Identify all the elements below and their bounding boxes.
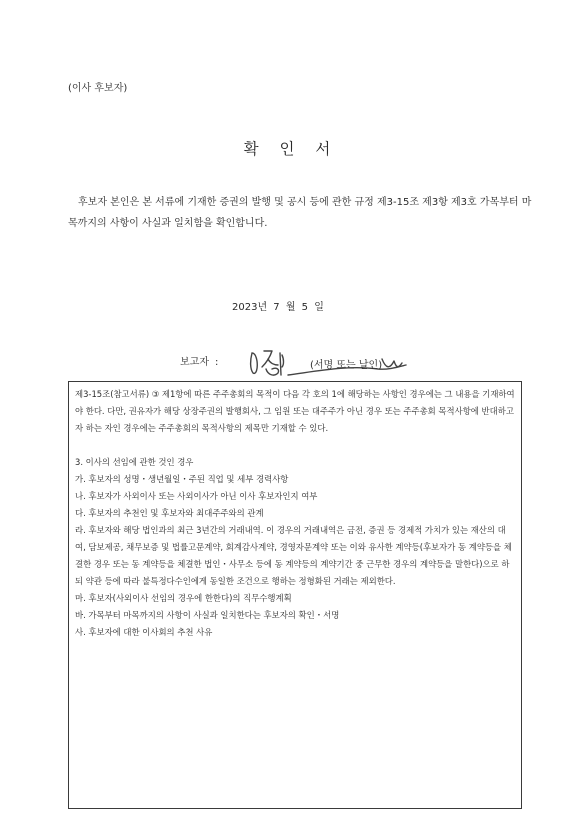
regulation-intro: 제3-15조(참고서류) ③ 제1항에 따른 주주총회의 목적이 다음 각 호의 1에 해당하는 사항인 경우에는 그 내용을 기재하여야 한다. 다만, 권유자가 해당 상장주권의 발행회사, 그 임원 또는 대주주가 아닌 경우 또는 주주총회 목적사항에 반대하고자 하는 자인 경우에는 주주총회의 목적사항의 제목만 기재할 수 있다. xyxy=(75,389,515,433)
list-item: 마. 후보자(사외이사 선임의 경우에 한한다)의 직무수행계획 xyxy=(75,593,292,603)
signer-colon: : xyxy=(214,357,219,368)
list-item: 사. 후보자에 대한 이사회의 추천 사유 xyxy=(75,627,213,637)
signer-line xyxy=(180,353,218,368)
document-title: 확 인 서 xyxy=(243,140,339,158)
list-item: 나. 후보자가 사외이사 또는 사외이사가 아닌 이사 후보자인지 여부 xyxy=(75,491,318,501)
spacer xyxy=(75,437,515,454)
section-heading: 3. 이사의 선임에 관한 것인 경우 xyxy=(75,457,194,467)
list-item: 라. 후보자와 해당 법인과의 최근 3년간의 거래내역. 이 경우의 거래내역은 금전, 증권 등 경제적 가치가 있는 재산의 대여, 담보제공, 채무보증 및 법률고문계약, 회계감사계약, 경영자문계약 또는 이와 유사한 계약등(후보자가 동 계약등을 체결한 경우 또는 동 계약등을 체결한 법인・사무소 등에 동 계약등의 계약기간 중 근무한 경우의 계약등을 말한다)으로 하되 약관 등에 따라 불특정다수인에게 동일한 조건으로 행하는 정형화된 거래는 제외한다. xyxy=(75,525,512,586)
list-item: 가. 후보자의 성명・생년월일・주된 직업 및 세부 경력사항 xyxy=(75,474,289,484)
signature-instruction: (서명 또는 날인) xyxy=(310,360,383,371)
signer-label: 보고자 xyxy=(180,357,209,368)
reference-regulation-box xyxy=(68,381,522,809)
document-date: 2023년 7 월 5 일 xyxy=(232,302,324,313)
candidate-type-label: (이사 후보자) xyxy=(68,83,128,94)
list-item: 다. 후보자의 추천인 및 후보자와 최대주주와의 관계 xyxy=(75,508,264,518)
confirmation-statement: 후보자 본인은 본 서류에 기재한 증권의 발행 및 공시 등에 관한 규정 제3-15조 제3항 제3호 가목부터 마목까지의 사항이 사실과 일치함을 확인합니다. xyxy=(68,197,532,229)
list-item: 바. 가목부터 마목까지의 사항이 사실과 일치한다는 후보자의 확인・서명 xyxy=(75,610,340,620)
